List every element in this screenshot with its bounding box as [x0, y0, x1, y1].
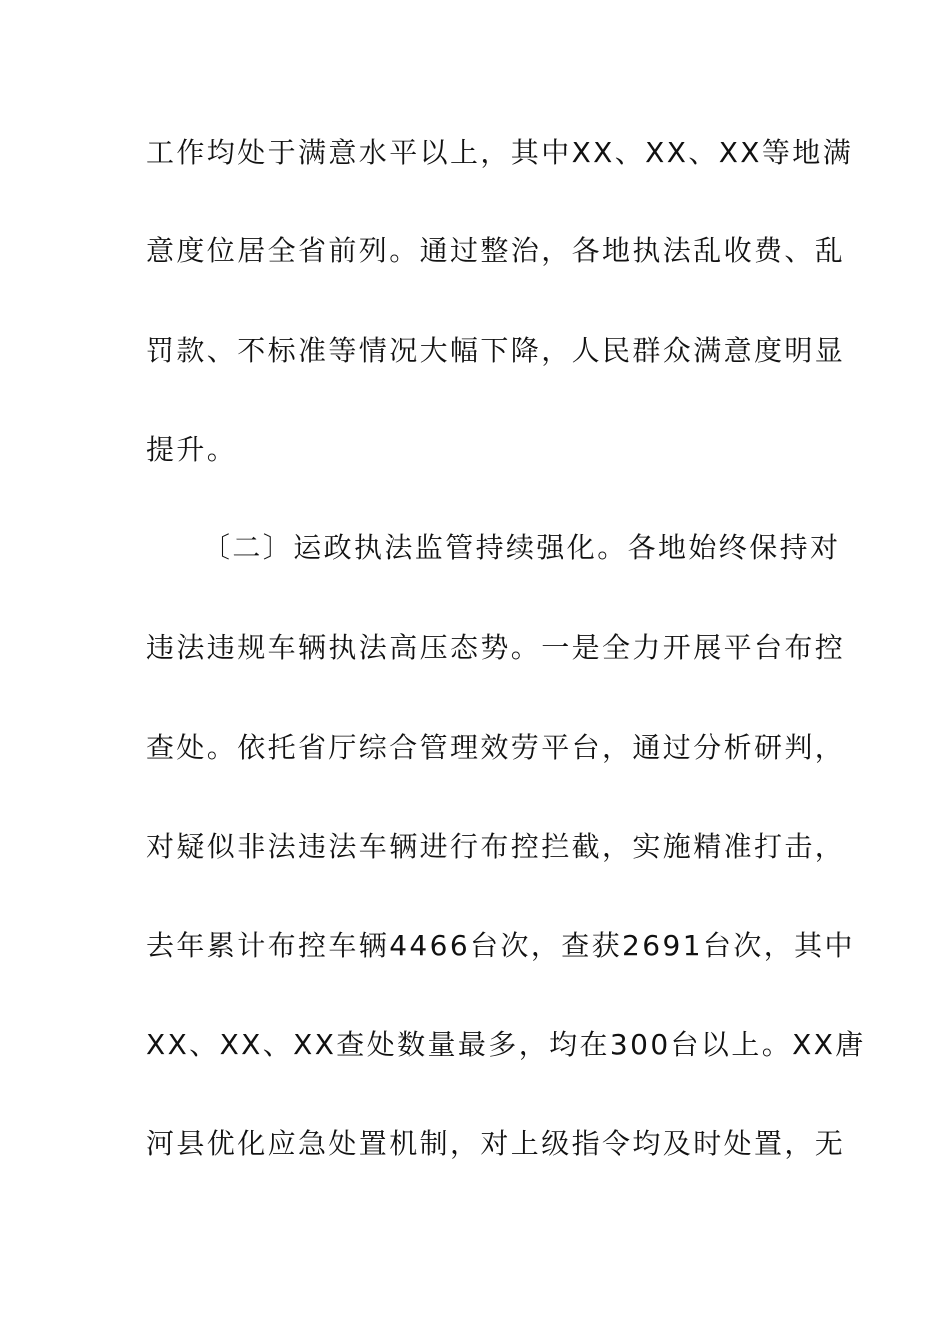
text-line-9: 去年累计布控车辆4466台次，查获2691台次，其中: [146, 929, 855, 962]
text-line-11: 河县优化应急处置机制，对上级指令均及时处置，无: [146, 1127, 846, 1160]
text-line-5: 〔二〕运政执法监管持续强化。各地始终保持对: [202, 531, 841, 564]
text-line-8: 对疑似非法违法车辆进行布控拦截，实施精准打击，: [146, 830, 846, 863]
text-line-2: 意度位居全省前列。通过整治，各地执法乱收费、乱: [146, 234, 846, 267]
text-line-1: 工作均处于满意水平以上，其中XX、XX、XX等地满: [146, 136, 854, 169]
text-line-7: 查处。依托省厅综合管理效劳平台，通过分析研判，: [146, 731, 846, 764]
text-line-10: XX、XX、XX查处数量最多，均在300台以上。XX唐: [146, 1028, 866, 1061]
text-line-3: 罚款、不标准等情况大幅下降，人民群众满意度明显: [146, 334, 846, 367]
text-line-6: 违法违规车辆执法高压态势。一是全力开展平台布控: [146, 631, 846, 664]
text-line-4: 提升。: [146, 433, 238, 466]
